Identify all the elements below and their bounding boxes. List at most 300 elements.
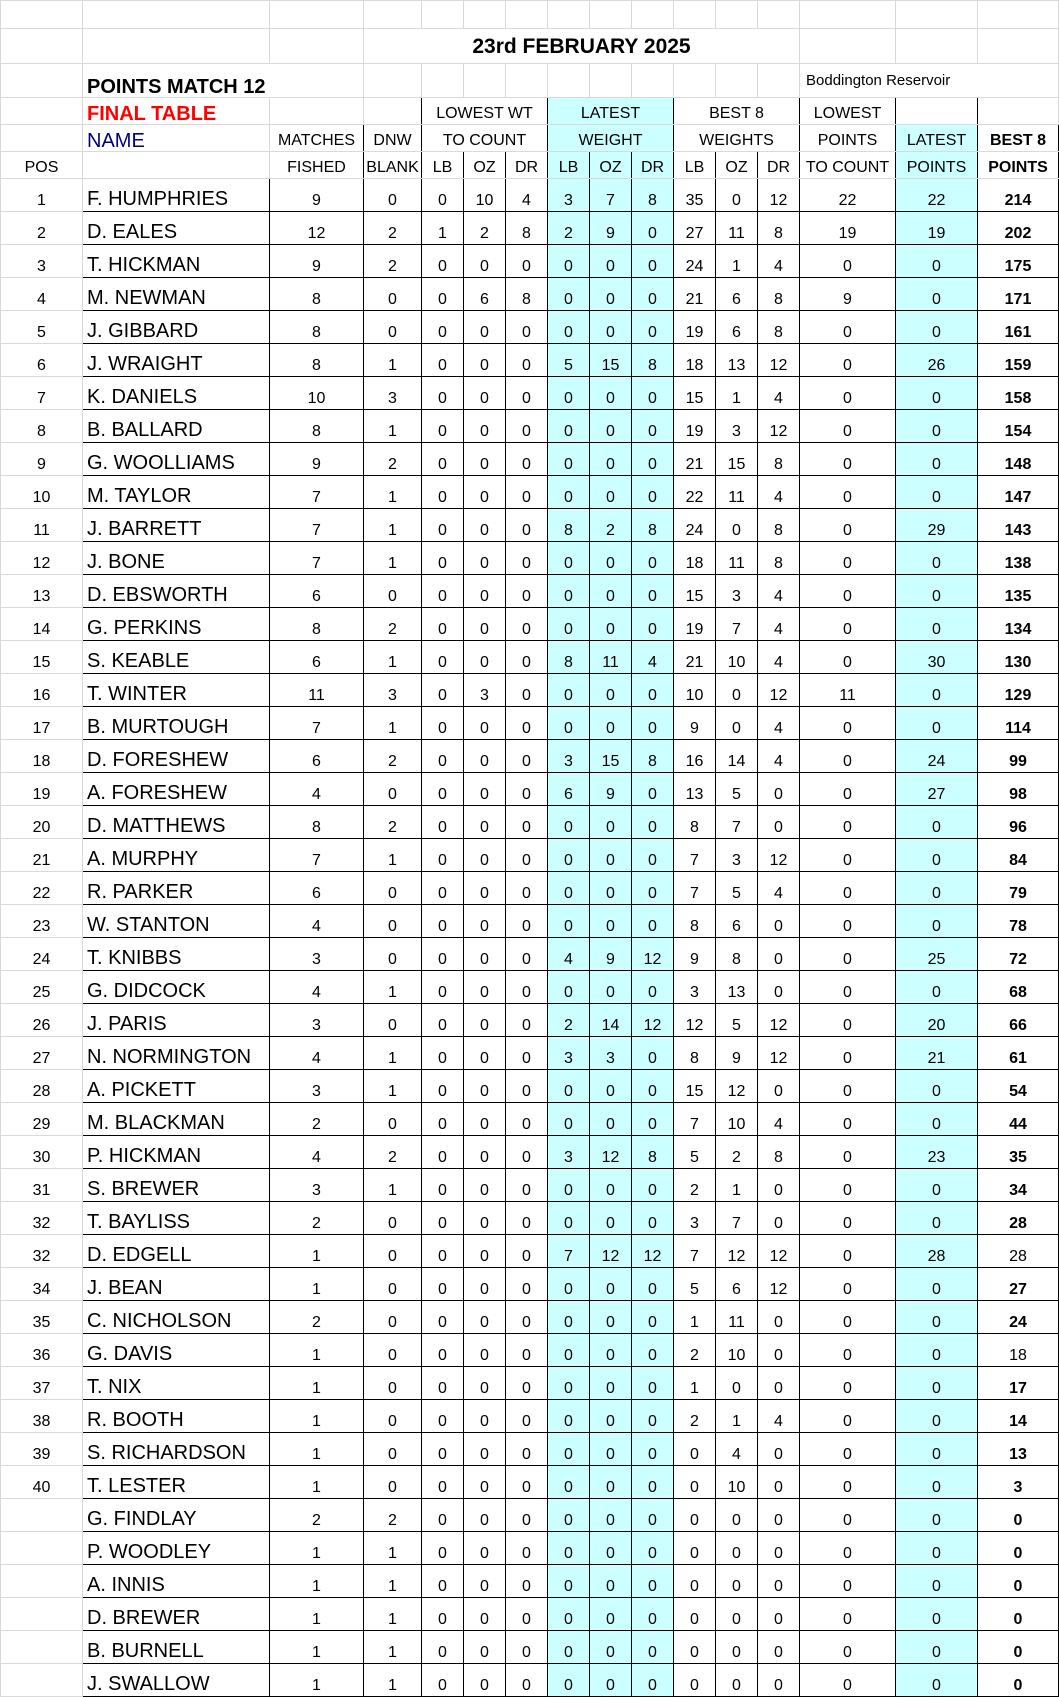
latest-weight-dr-cell: 0	[632, 707, 674, 740]
best8-weights-header: BEST 8	[674, 98, 800, 125]
date-title: 23rd FEBRUARY 2025	[364, 29, 800, 64]
pos-cell	[1, 1565, 83, 1598]
best8-points-cell: 61	[978, 1037, 1059, 1070]
best8-points-cell: 138	[978, 542, 1059, 575]
latest-weight-oz-cell: 0	[590, 839, 632, 872]
latest-weight-oz-cell: 0	[590, 542, 632, 575]
lowest-wt-oz-cell: 0	[464, 872, 506, 905]
latest-points-cell: 29	[896, 509, 978, 542]
latest-weight-dr-cell: 0	[632, 905, 674, 938]
best8-weight-dr-cell: 4	[758, 377, 800, 410]
latest-weight-oz-cell: 2	[590, 509, 632, 542]
latest-weight-oz-cell: 3	[590, 1037, 632, 1070]
latest-weight-lb-cell: 8	[548, 509, 590, 542]
best8-weight-dr-cell: 12	[758, 1268, 800, 1301]
lowest-wt-dr-cell: 8	[506, 212, 548, 245]
pos-cell	[1, 1664, 83, 1697]
best8-weight-oz-cell: 0	[716, 1367, 758, 1400]
best8-weight-dr-cell: 0	[758, 806, 800, 839]
table-row	[1, 1301, 1059, 1334]
lowest-wt-lb-cell: 0	[422, 344, 464, 377]
best8-weight-lb-cell: 24	[674, 245, 716, 278]
pos-cell: 32	[1, 1202, 83, 1235]
angler-name: T. HICKMAN	[83, 245, 270, 278]
lowest-points-cell: 0	[800, 971, 896, 1004]
lowest-points-cell: 0	[800, 1301, 896, 1334]
matches-fished-cell: 1	[270, 1400, 364, 1433]
lowest-wt-lb-cell: 0	[422, 509, 464, 542]
lowest-wt-dr-cell: 0	[506, 1499, 548, 1532]
latest-weight-oz-cell: 0	[590, 1598, 632, 1631]
best8-weight-oz-cell: 5	[716, 872, 758, 905]
best8-weight-dr-cell: 0	[758, 1301, 800, 1334]
dnw-blank-cell: 0	[364, 1466, 422, 1499]
matches-fished-cell: 8	[270, 311, 364, 344]
best8-weight-lb-cell: 7	[674, 1235, 716, 1268]
best8-points-cell: 68	[978, 971, 1059, 1004]
best8-weight-oz-cell: 1	[716, 377, 758, 410]
table-row	[1, 509, 1059, 542]
best8-weight-dr-cell: 4	[758, 641, 800, 674]
best8-weight-dr-cell: 8	[758, 542, 800, 575]
dnw-blank-cell: 1	[364, 476, 422, 509]
angler-name: A. MURPHY	[83, 839, 270, 872]
lowest-wt-dr-cell: 0	[506, 311, 548, 344]
oz-header: OZ	[464, 152, 506, 179]
latest-weight-lb-cell: 0	[548, 1466, 590, 1499]
final-table-label: FINAL TABLE	[83, 98, 270, 125]
dnw-blank-cell: 0	[364, 938, 422, 971]
best8-points-cell: 72	[978, 938, 1059, 971]
matches-fished-cell: 9	[270, 179, 364, 212]
best8-points-cell: 0	[978, 1565, 1059, 1598]
table-row	[1, 377, 1059, 410]
best8-weight-oz-cell: 11	[716, 542, 758, 575]
lowest-wt-oz-cell: 0	[464, 1301, 506, 1334]
latest-points-cell: 0	[896, 410, 978, 443]
best8-weight-dr-cell: 8	[758, 509, 800, 542]
latest-weight-oz-cell: 0	[590, 1268, 632, 1301]
best8-weight-oz-cell: 11	[716, 212, 758, 245]
angler-name: W. STANTON	[83, 905, 270, 938]
best8-weight-lb-cell: 19	[674, 410, 716, 443]
latest-weight-dr-cell: 0	[632, 1202, 674, 1235]
latest-weight-dr-cell: 0	[632, 377, 674, 410]
lowest-wt-lb-cell: 0	[422, 839, 464, 872]
best8-weight-dr-cell: 0	[758, 1202, 800, 1235]
best8-weight-dr-cell: 4	[758, 1103, 800, 1136]
lowest-wt-dr-cell: 0	[506, 443, 548, 476]
angler-name: B. BURNELL	[83, 1631, 270, 1664]
latest-points-cell: 0	[896, 1664, 978, 1697]
best8-weight-oz-cell: 0	[716, 707, 758, 740]
best8-points-cell: 0	[978, 1664, 1059, 1697]
latest-weight-dr-cell: 0	[632, 1334, 674, 1367]
header-row-5	[1, 125, 1059, 152]
latest-weight-oz-cell: 0	[590, 1466, 632, 1499]
latest-weight-dr-cell: 0	[632, 1103, 674, 1136]
latest-weight-oz-cell: 0	[590, 1334, 632, 1367]
best8-weight-dr-cell: 4	[758, 245, 800, 278]
best8-weight-dr-cell: 0	[758, 1499, 800, 1532]
lowest-wt-oz-cell: 6	[464, 278, 506, 311]
lowest-points-cell: 22	[800, 179, 896, 212]
latest-weight-dr-cell: 0	[632, 278, 674, 311]
latest-points-cell: 0	[896, 839, 978, 872]
lowest-wt-lb-cell: 0	[422, 608, 464, 641]
matches-fished-cell: 1	[270, 1598, 364, 1631]
lowest-wt-oz-cell: 0	[464, 575, 506, 608]
latest-weight-dr-cell: 0	[632, 1037, 674, 1070]
lowest-points-cell: 0	[800, 707, 896, 740]
lowest-wt-dr-cell: 0	[506, 1004, 548, 1037]
latest-weight-dr-cell: 0	[632, 1565, 674, 1598]
latest-weight-lb-cell: 0	[548, 707, 590, 740]
best8-weight-lb-cell: 21	[674, 278, 716, 311]
lowest-wt-oz-cell: 0	[464, 245, 506, 278]
matches-fished-cell: 6	[270, 740, 364, 773]
best8-weight-dr-cell: 4	[758, 707, 800, 740]
dnw-blank-cell: 2	[364, 1499, 422, 1532]
dnw-blank-cell: 1	[364, 1037, 422, 1070]
matches-fished-cell: 9	[270, 245, 364, 278]
table-row	[1, 278, 1059, 311]
best8-weight-dr-cell: 0	[758, 1367, 800, 1400]
lowest-points-cell: 0	[800, 476, 896, 509]
angler-name: G. WOOLLIAMS	[83, 443, 270, 476]
lowest-wt-lb-cell: 0	[422, 1631, 464, 1664]
best8-weight-lb-cell: 35	[674, 179, 716, 212]
matches-fished-cell: 2	[270, 1103, 364, 1136]
best8-weight-oz-cell: 8	[716, 938, 758, 971]
lowest-wt-oz-cell: 0	[464, 1664, 506, 1697]
lowest-wt-dr-cell: 0	[506, 575, 548, 608]
best8-points-cell: 78	[978, 905, 1059, 938]
latest-points-cell: 0	[896, 245, 978, 278]
lowest-wt-oz-cell: 0	[464, 1070, 506, 1103]
pos-cell: 22	[1, 872, 83, 905]
latest-weight-dr-cell: 0	[632, 839, 674, 872]
latest-weight-dr-cell: 0	[632, 872, 674, 905]
latest-weight-lb-cell: 0	[548, 542, 590, 575]
lowest-wt-dr-cell: 0	[506, 938, 548, 971]
pos-cell: 13	[1, 575, 83, 608]
dr-header: DR	[758, 152, 800, 179]
dnw-blank-cell: 2	[364, 212, 422, 245]
lowest-wt-lb-cell: 0	[422, 1169, 464, 1202]
latest-weight-lb-cell: 0	[548, 1664, 590, 1697]
best8-weight-lb-cell: 9	[674, 707, 716, 740]
dnw-blank-cell: 0	[364, 1268, 422, 1301]
lowest-points-cell: 0	[800, 344, 896, 377]
lowest-points-cell: 0	[800, 1004, 896, 1037]
lowest-points-cell: 0	[800, 1235, 896, 1268]
lowest-points-cell: 0	[800, 608, 896, 641]
latest-points-cell: 0	[896, 443, 978, 476]
best8-weight-lb-cell: 1	[674, 1301, 716, 1334]
best8-points-cell: 148	[978, 443, 1059, 476]
latest-points-cell: 0	[896, 1169, 978, 1202]
latest-points-cell: 30	[896, 641, 978, 674]
latest-weight-oz-cell: 0	[590, 410, 632, 443]
dnw-blank-cell: 0	[364, 1004, 422, 1037]
angler-name: S. KEABLE	[83, 641, 270, 674]
lowest-wt-lb-cell: 0	[422, 476, 464, 509]
pos-cell: 10	[1, 476, 83, 509]
best8-weight-oz-cell: 6	[716, 278, 758, 311]
lowest-wt-oz-cell: 0	[464, 938, 506, 971]
latest-weight-lb-cell: 3	[548, 179, 590, 212]
lowest-wt-dr-cell: 8	[506, 278, 548, 311]
pos-cell: 27	[1, 1037, 83, 1070]
best8-weight-lb-cell: 15	[674, 575, 716, 608]
lowest-wt-dr-cell: 0	[506, 1070, 548, 1103]
lowest-wt-dr-cell: 0	[506, 1235, 548, 1268]
pos-cell: 20	[1, 806, 83, 839]
latest-weight-oz-cell: 0	[590, 707, 632, 740]
lowest-wt-dr-cell: 0	[506, 1565, 548, 1598]
best8-weight-oz-cell: 1	[716, 245, 758, 278]
lowest-wt-lb-cell: 0	[422, 410, 464, 443]
lowest-points-cell: 0	[800, 1499, 896, 1532]
lowest-points-cell: 0	[800, 1169, 896, 1202]
angler-name: G. PERKINS	[83, 608, 270, 641]
latest-points-cell: 0	[896, 1631, 978, 1664]
best8-weight-lb-cell: 10	[674, 674, 716, 707]
lowest-wt-oz-cell: 0	[464, 1103, 506, 1136]
latest-weight-oz-cell: 0	[590, 1499, 632, 1532]
dnw-blank-cell: 0	[364, 1400, 422, 1433]
lowest-wt-dr-cell: 0	[506, 1433, 548, 1466]
matches-fished-cell: 1	[270, 1334, 364, 1367]
angler-name: D. MATTHEWS	[83, 806, 270, 839]
lowest-wt-lb-cell: 0	[422, 674, 464, 707]
latest-weight-dr-cell: 0	[632, 971, 674, 1004]
latest-weight-dr-cell: 0	[632, 1367, 674, 1400]
latest-weight-dr-cell: 0	[632, 806, 674, 839]
pos-cell: 12	[1, 542, 83, 575]
best8-points-cell: 161	[978, 311, 1059, 344]
dnw-blank-cell: 0	[364, 1433, 422, 1466]
dnw-blank-cell: 1	[364, 1532, 422, 1565]
best8-weight-lb-cell: 0	[674, 1598, 716, 1631]
table-row	[1, 410, 1059, 443]
best8-weight-lb-cell: 0	[674, 1565, 716, 1598]
latest-points-cell: 0	[896, 674, 978, 707]
latest-weight-lb-cell: 8	[548, 641, 590, 674]
pos-cell	[1, 1598, 83, 1631]
latest-weight-oz-cell: 0	[590, 1433, 632, 1466]
latest-weight-dr-cell: 0	[632, 674, 674, 707]
latest-points-cell: 26	[896, 344, 978, 377]
lowest-wt-lb-cell: 0	[422, 1433, 464, 1466]
pos-cell: 17	[1, 707, 83, 740]
lowest-wt-lb-cell: 0	[422, 740, 464, 773]
pos-cell: 15	[1, 641, 83, 674]
lowest-wt-lb-cell: 0	[422, 1532, 464, 1565]
latest-weight-oz-cell: 0	[590, 278, 632, 311]
lowest-wt-lb-cell: 0	[422, 971, 464, 1004]
best8-points-cell: 13	[978, 1433, 1059, 1466]
latest-weight-dr-cell: 0	[632, 1466, 674, 1499]
latest-weight-dr-cell: 0	[632, 1664, 674, 1697]
lowest-wt-oz-cell: 0	[464, 311, 506, 344]
best8-weight-dr-cell: 4	[758, 608, 800, 641]
latest-weight-lb-cell: 0	[548, 443, 590, 476]
lowest-points-cell: 0	[800, 509, 896, 542]
latest-weight-dr-cell: 12	[632, 1004, 674, 1037]
lowest-wt-oz-cell: 0	[464, 971, 506, 1004]
lowest-points-cell: 0	[800, 641, 896, 674]
dnw-blank-cell: 1	[364, 1598, 422, 1631]
latest-weight-dr-cell: 8	[632, 509, 674, 542]
angler-name: T. WINTER	[83, 674, 270, 707]
lowest-wt-dr-cell: 0	[506, 1532, 548, 1565]
table-row	[1, 179, 1059, 212]
best8-weight-lb-cell: 0	[674, 1433, 716, 1466]
lowest-wt-oz-cell: 0	[464, 641, 506, 674]
latest-weight-lb-cell: 0	[548, 311, 590, 344]
lowest-points-cell: 0	[800, 1433, 896, 1466]
best8-weight-oz-cell: 10	[716, 1466, 758, 1499]
dnw-blank-cell: 1	[364, 1070, 422, 1103]
lowest-wt-dr-cell: 0	[506, 1400, 548, 1433]
best8-weight-dr-cell: 0	[758, 773, 800, 806]
pos-cell: 11	[1, 509, 83, 542]
best8-weight-dr-cell: 0	[758, 1598, 800, 1631]
lowest-points-cell: 0	[800, 740, 896, 773]
latest-weight-dr-cell: 0	[632, 1433, 674, 1466]
latest-weight-lb-cell: 0	[548, 1400, 590, 1433]
best8-weight-oz-cell: 4	[716, 1433, 758, 1466]
angler-name: J. PARIS	[83, 1004, 270, 1037]
latest-weight-dr-cell: 0	[632, 1400, 674, 1433]
latest-weight-oz-cell: 0	[590, 608, 632, 641]
best8-weight-dr-cell: 8	[758, 443, 800, 476]
latest-weight-lb-cell: 0	[548, 245, 590, 278]
table-row	[1, 1268, 1059, 1301]
table-row	[1, 1400, 1059, 1433]
best8-weight-oz-cell: 12	[716, 1070, 758, 1103]
latest-weight-lb-cell: 0	[548, 1202, 590, 1235]
best8-weight-oz-cell: 11	[716, 476, 758, 509]
latest-weight-lb-cell: 0	[548, 806, 590, 839]
lowest-wt-oz-cell: 0	[464, 1268, 506, 1301]
header-row-3	[1, 64, 1059, 98]
best8-points-cell: 84	[978, 839, 1059, 872]
lowest-points-cell: 0	[800, 575, 896, 608]
latest-weight-oz-cell: 9	[590, 938, 632, 971]
matches-fished-cell: 7	[270, 476, 364, 509]
latest-points-cell: 0	[896, 1070, 978, 1103]
pos-cell: 14	[1, 608, 83, 641]
lowest-wt-lb-cell: 0	[422, 1103, 464, 1136]
lowest-wt-dr-cell: 0	[506, 245, 548, 278]
dnw-blank-cell: 1	[364, 707, 422, 740]
best8-weight-dr-cell: 8	[758, 311, 800, 344]
table-row	[1, 839, 1059, 872]
lowest-wt-oz-cell: 0	[464, 1598, 506, 1631]
dnw-blank-cell: 2	[364, 1136, 422, 1169]
dnw-blank-cell: 1	[364, 542, 422, 575]
latest-weight-lb-cell: 0	[548, 1598, 590, 1631]
best8-points-cell: 0	[978, 1499, 1059, 1532]
lowest-points-cell: 0	[800, 1565, 896, 1598]
angler-name: K. DANIELS	[83, 377, 270, 410]
lowest-points-cell: 0	[800, 773, 896, 806]
lowest-points-cell: 0	[800, 1466, 896, 1499]
latest-weight-header-2: WEIGHT	[548, 125, 674, 152]
table-row	[1, 1169, 1059, 1202]
lowest-wt-dr-cell: 0	[506, 1202, 548, 1235]
angler-name: D. EBSWORTH	[83, 575, 270, 608]
latest-weight-dr-cell: 0	[632, 542, 674, 575]
angler-name: J. SWALLOW	[83, 1664, 270, 1697]
pos-cell: 7	[1, 377, 83, 410]
latest-weight-dr-cell: 0	[632, 1070, 674, 1103]
best8-points-header-2: POINTS	[978, 152, 1059, 179]
latest-points-cell: 19	[896, 212, 978, 245]
dnw-blank-cell: 1	[364, 1631, 422, 1664]
best8-points-cell: 27	[978, 1268, 1059, 1301]
table-row	[1, 740, 1059, 773]
pos-cell: 21	[1, 839, 83, 872]
best8-weight-dr-cell: 12	[758, 1004, 800, 1037]
lowest-wt-oz-cell: 0	[464, 344, 506, 377]
best8-weight-oz-cell: 6	[716, 905, 758, 938]
best8-weight-lb-cell: 18	[674, 542, 716, 575]
pos-cell: 19	[1, 773, 83, 806]
best8-weight-lb-cell: 3	[674, 1202, 716, 1235]
best8-weight-lb-cell: 19	[674, 311, 716, 344]
angler-name: S. BREWER	[83, 1169, 270, 1202]
best8-weight-lb-cell: 3	[674, 971, 716, 1004]
latest-weight-lb-cell: 0	[548, 1367, 590, 1400]
latest-points-cell: 0	[896, 1466, 978, 1499]
latest-weight-lb-cell: 2	[548, 1004, 590, 1037]
angler-name: N. NORMINGTON	[83, 1037, 270, 1070]
lowest-wt-header: LOWEST WT	[422, 98, 548, 125]
lowest-wt-oz-cell: 0	[464, 806, 506, 839]
lowest-wt-oz-cell: 0	[464, 608, 506, 641]
matches-fished-cell: 8	[270, 410, 364, 443]
lowest-points-cell: 11	[800, 674, 896, 707]
lowest-wt-dr-cell: 0	[506, 1631, 548, 1664]
dnw-blank-cell: 2	[364, 740, 422, 773]
lowest-points-cell: 0	[800, 1070, 896, 1103]
best8-weight-dr-cell: 4	[758, 1400, 800, 1433]
pos-cell: 26	[1, 1004, 83, 1037]
lowest-points-cell: 0	[800, 1598, 896, 1631]
angler-name: G. DAVIS	[83, 1334, 270, 1367]
pos-cell: 34	[1, 1268, 83, 1301]
table-row	[1, 1070, 1059, 1103]
latest-weight-lb-cell: 4	[548, 938, 590, 971]
latest-points-cell: 28	[896, 1235, 978, 1268]
latest-points-cell: 0	[896, 905, 978, 938]
best8-weight-oz-cell: 6	[716, 311, 758, 344]
latest-weight-lb-cell: 6	[548, 773, 590, 806]
pos-cell: 16	[1, 674, 83, 707]
lowest-wt-dr-cell: 0	[506, 1037, 548, 1070]
latest-weight-oz-cell: 0	[590, 674, 632, 707]
table-row	[1, 674, 1059, 707]
best8-weight-dr-cell: 0	[758, 905, 800, 938]
latest-weight-lb-cell: 0	[548, 872, 590, 905]
best8-weight-oz-cell: 13	[716, 971, 758, 1004]
latest-weight-dr-cell: 4	[632, 641, 674, 674]
name-label: NAME	[83, 125, 270, 152]
